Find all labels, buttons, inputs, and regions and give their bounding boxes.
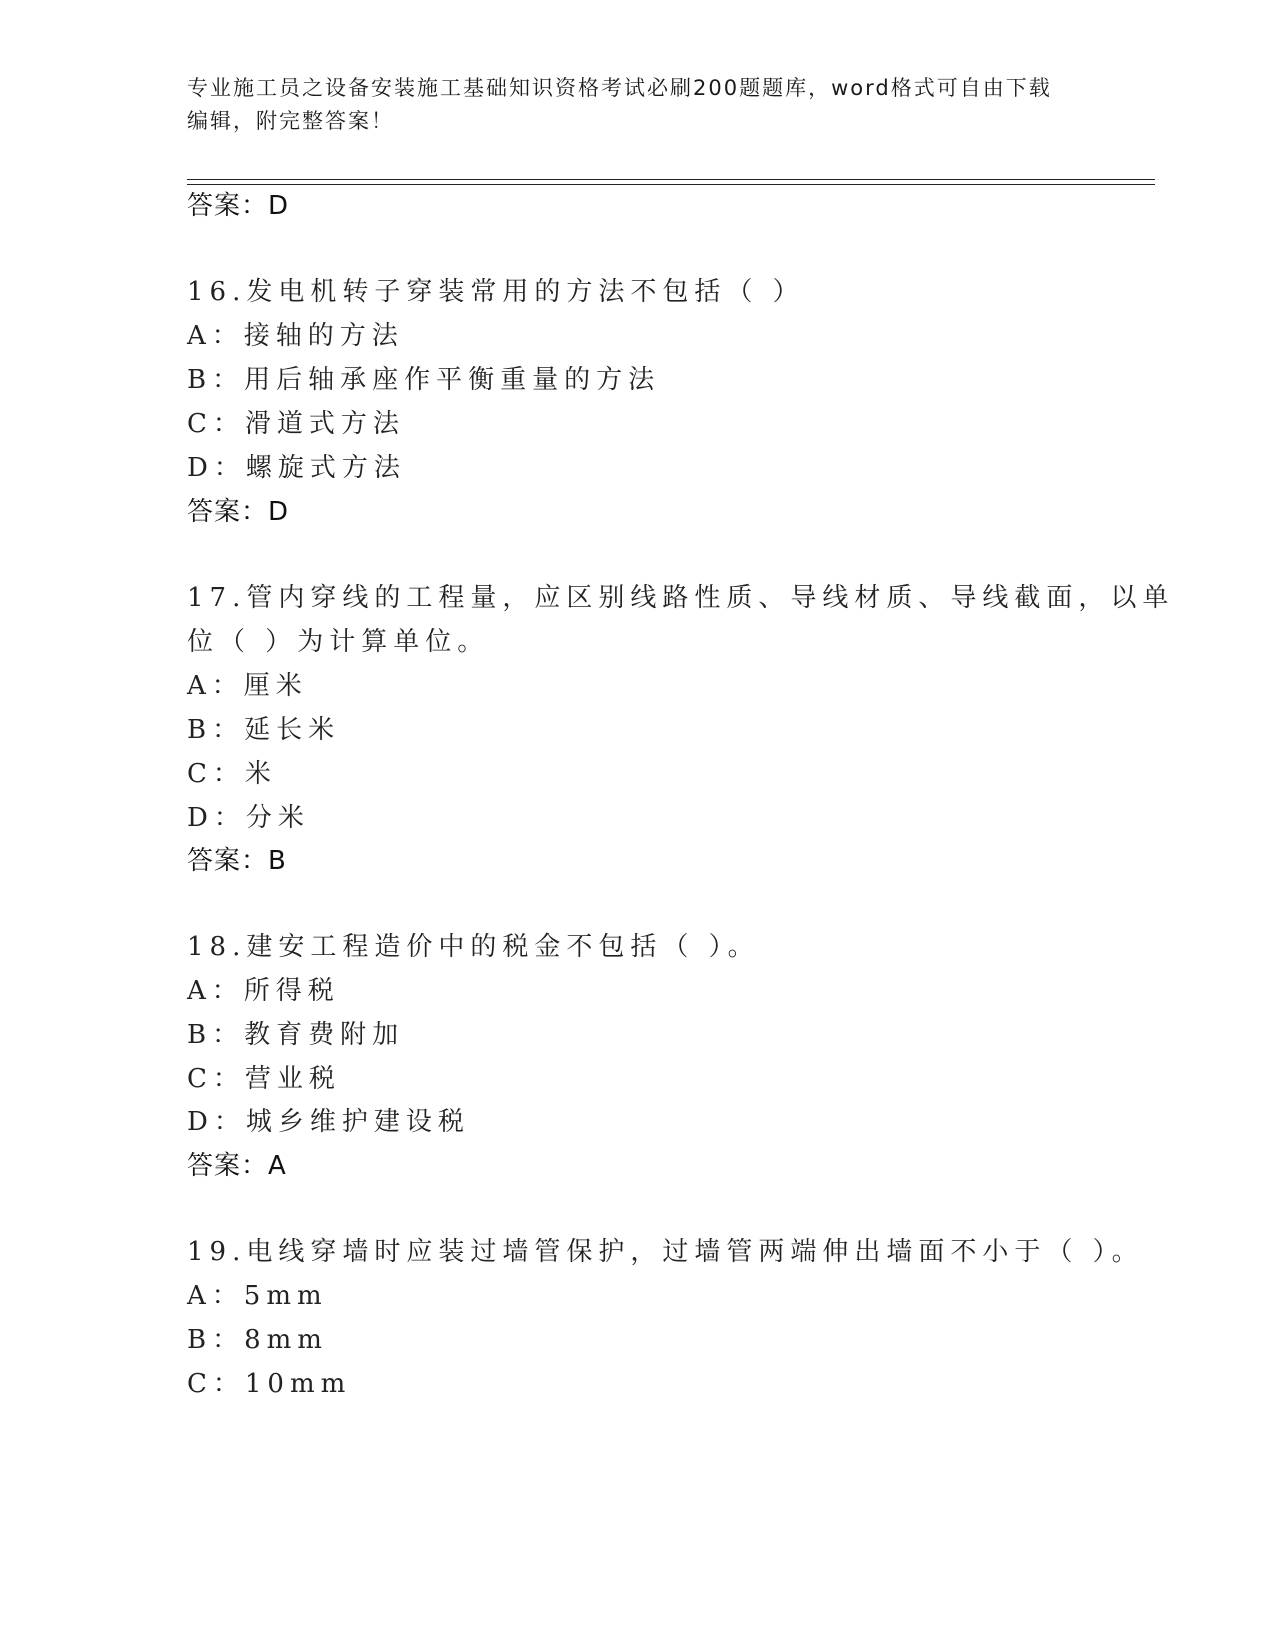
document-header: 专业施工员之设备安装施工基础知识资格考试必刷200题题库，word格式可自由下载编辑，附完整答案！ (187, 76, 1052, 133)
option-line: B：教育费附加 (187, 1020, 405, 1050)
option-line: A：所得税 (187, 976, 340, 1006)
question-17: 17.管内穿线的工程量，应区别线路性质、导线材质、导线截面，以单 (187, 583, 1175, 613)
option-line: A：接轴的方法 (187, 321, 404, 351)
option-line: D：螺旋式方法 (187, 453, 406, 483)
option-line: B：用后轴承座作平衡重量的方法 (187, 365, 661, 395)
option-line: B：8mm (187, 1325, 328, 1355)
option-line: D：城乡维护建设税 (187, 1107, 470, 1137)
question-16: 16.发电机转子穿装常用的方法不包括（ ） (187, 277, 805, 307)
option-line: A：5mm (187, 1281, 328, 1311)
option-line: C：滑道式方法 (187, 409, 405, 439)
option-line: C：营业税 (187, 1064, 341, 1094)
option-line: C：米 (187, 759, 277, 789)
header-rule-bottom (187, 184, 1155, 185)
option-line: D：分米 (187, 803, 310, 833)
answer-line: 答案：A (187, 1151, 287, 1181)
option-line: B：延长米 (187, 715, 341, 745)
answer-line: 答案：D (187, 191, 290, 221)
header-rule-top (187, 179, 1155, 180)
option-line: C：10mm (187, 1369, 352, 1399)
answer-line: 答案：B (187, 846, 287, 876)
question-19: 19.电线穿墙时应装过墙管保护，过墙管两端伸出墙面不小于（ ）。 (187, 1237, 1144, 1267)
question-17-continued: 位（ ）为计算单位。 (187, 627, 490, 657)
option-line: A：厘米 (187, 671, 308, 701)
answer-line: 答案：D (187, 497, 290, 527)
question-18: 18.建安工程造价中的税金不包括（ ）。 (187, 932, 760, 962)
